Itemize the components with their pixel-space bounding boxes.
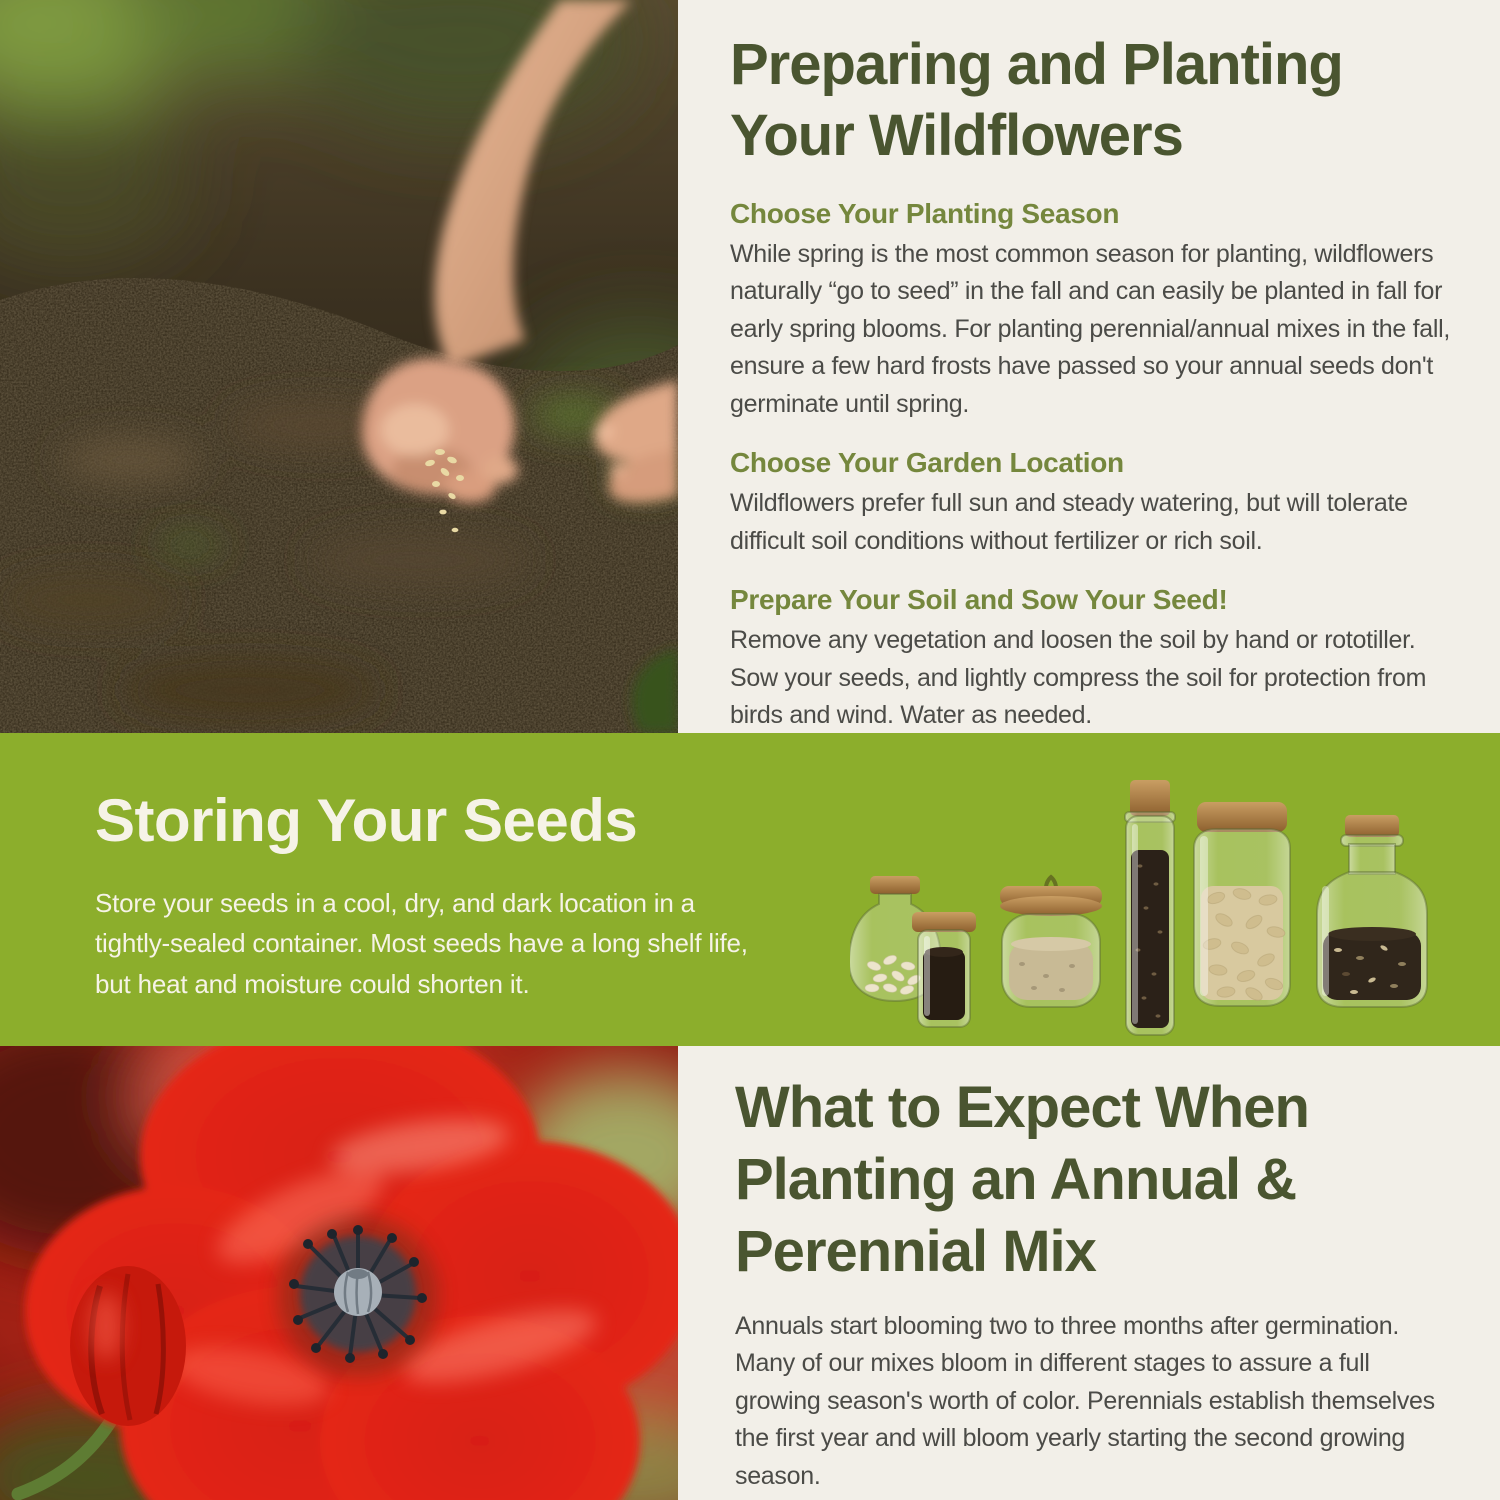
expectations-title-line-1: What to Expect When [735, 1075, 1309, 1140]
jar-tall-tube-seed [1125, 780, 1175, 1035]
poppy-illustration [0, 1046, 678, 1500]
section-body: While spring is the most common season for planting, wildflowers naturally “go to seed” in the fall and can easily be planted in fall for early spring blooms. For planting perennial/annual mixes in the fall, ensure a few hard frosts have passed so your annual seeds don't germinate until spring. [730, 239, 1450, 418]
jar-fine-seed [1000, 877, 1102, 1007]
planting-guide-panel [678, 0, 1500, 733]
section-heading: Choose Your Garden Location [730, 447, 1124, 478]
section-garden-location [730, 447, 1450, 560]
section-heading: Choose Your Planting Season [730, 197, 1120, 229]
section-planting-season [730, 198, 1450, 424]
seed-jars-illustration [850, 736, 1430, 1046]
section-body: Wildflowers prefer full sun and steady watering, but will tolerate difficult soil conditions without fertilizer or rich soil. [730, 489, 1408, 555]
section-prepare-soil [730, 584, 1450, 735]
storing-seeds-band [0, 733, 1500, 1046]
sowing-seeds-illustration [0, 0, 678, 733]
band-body: Store your seeds in a cool, dry, and dark location in a tightly-sealed container. Most seeds have a long shelf life, but heat and moisture could shorten it. [95, 888, 748, 999]
poppy-bud [70, 1266, 186, 1426]
page-title-line-2: Your Wildflowers [730, 102, 1183, 168]
section-heading: Prepare Your Soil and Sow Your Seed! [730, 584, 1228, 615]
jar-mixed-seed-bottle [1317, 815, 1427, 1007]
section-body: Remove any vegetation and loosen the soil by hand or rototiller. Sow your seeds, and lightly compress the soil for protection from birds and wind. Water as needed. [730, 626, 1427, 729]
sowing-seeds-photo [0, 0, 678, 733]
poppy-photo [0, 1046, 678, 1500]
band-title: Storing Your Seeds [95, 787, 638, 854]
page-title [730, 30, 1450, 172]
page-title-line-1: Preparing and Planting [730, 32, 1343, 97]
poppy-center [278, 1216, 438, 1376]
expectations-title-line-3: Perennial Mix [735, 1218, 1096, 1284]
expectations-title-line-2: Planting an Annual & [735, 1146, 1297, 1212]
expectations-title [735, 1072, 1450, 1288]
storing-seeds-text [95, 787, 765, 1004]
jar-dark-powder-seed [912, 912, 976, 1027]
seed-jars-photo [850, 736, 1430, 1046]
expectations-panel [678, 1046, 1500, 1500]
jar-pumpkin-seeds [1194, 802, 1290, 1006]
expectations-body: Annuals start blooming two to three months after germination. Many of our mixes bloom in different stages to assure a full growing season's worth of color. Perennials establish themselves the first year and will bloom yearly starting the second growing season. [735, 1311, 1435, 1490]
